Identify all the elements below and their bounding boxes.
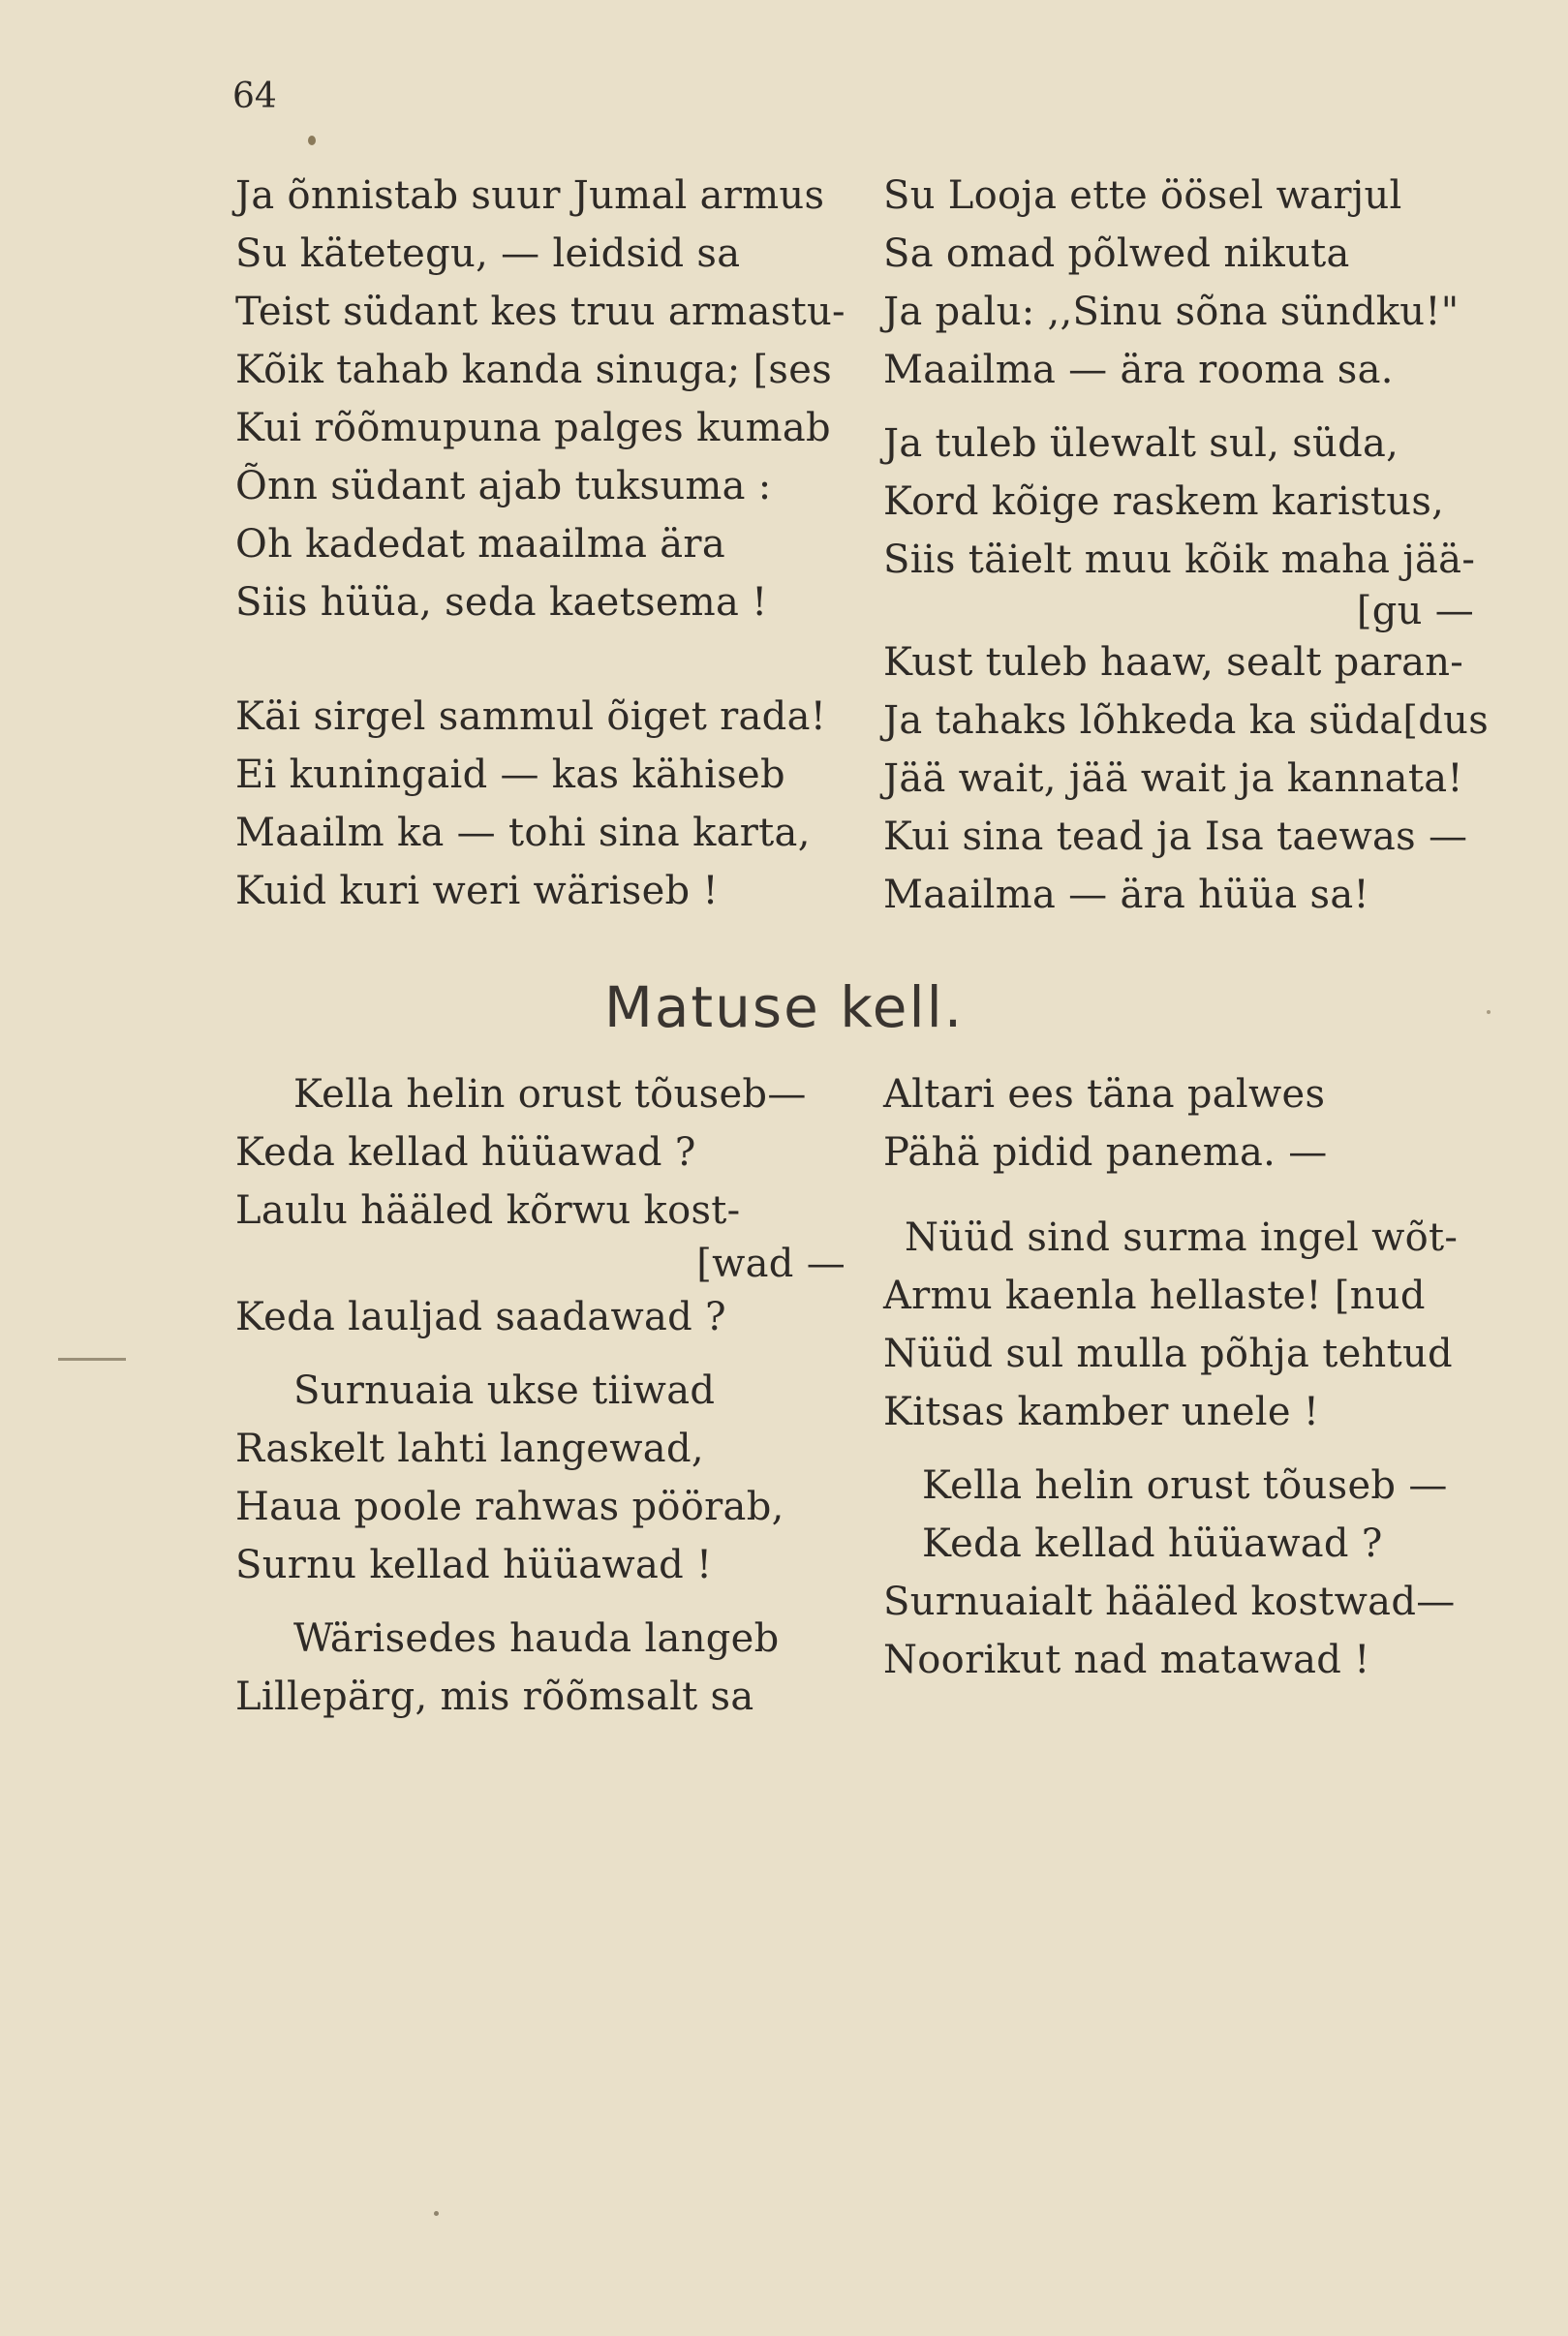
verse-line: Lillepärg, mis rõõmsalt sa	[235, 1675, 754, 1719]
verse-line: Raskelt lahti langewad,	[235, 1427, 704, 1471]
verse-line: Õnn südant ajab tuksuma :	[235, 464, 772, 508]
verse-line: Maailma — ära rooma sa.	[883, 348, 1394, 392]
stanza	[883, 1457, 1503, 1689]
verse-line: Altari ees täna palwes	[883, 1072, 1326, 1117]
verse-line: Laulu hääled kõrwu kost-	[235, 1188, 741, 1233]
verse-line: Wärisedes hauda langeb	[293, 1616, 780, 1661]
verse-line: Keda lauljad saadawad ?	[235, 1295, 726, 1339]
verse-line: Sa omad põlwed nikuta	[883, 231, 1350, 276]
ink-speck	[308, 136, 316, 145]
verse-line-overflow: [wad —	[696, 1242, 845, 1286]
poem2-right-column	[883, 1065, 1503, 1689]
stanza	[883, 633, 1503, 924]
verse-line: Maailm ka — tohi sina karta,	[235, 811, 811, 855]
verse-line: Oh kadedat maailma ära	[235, 522, 725, 567]
verse-line: Surnuaialt hääled kostwad—	[883, 1580, 1456, 1624]
verse-line: Kuid kuri weri wäriseb !	[235, 869, 719, 913]
verse-line: Siis täielt muu kõik maha jää-	[883, 538, 1476, 582]
verse-line: Kust tuleb haaw, sealt paran-	[883, 640, 1464, 685]
verse-line: Kui sina tead ja Isa taewas —	[883, 815, 1468, 859]
verse-line: Ei kuningaid — kas kähiseb	[235, 753, 785, 797]
verse-line: Surnuaia ukse tiiwad	[293, 1368, 716, 1413]
stanza	[883, 167, 1503, 399]
stanza	[883, 1209, 1503, 1441]
stanza	[235, 1065, 875, 1346]
stanza	[883, 1065, 1503, 1182]
verse-line: Noorikut nad matawad !	[883, 1638, 1370, 1682]
verse-line: Teist südant kes truu armastu-	[235, 290, 845, 334]
stanza	[883, 415, 1503, 633]
verse-line: Ja tuleb ülewalt sul, süda,	[883, 421, 1399, 466]
verse-line: Kella helin orust tõuseb—	[293, 1072, 807, 1117]
verse-line: Su kätetegu, — leidsid sa	[235, 231, 741, 276]
stanza	[235, 167, 875, 399]
verse-line: Kui rõõmupuna palges kumab	[235, 406, 831, 450]
verse-line: Jää wait, jää wait ja kannata!	[883, 756, 1463, 801]
verse-line: Kella helin orust tõuseb —	[922, 1463, 1448, 1508]
ink-speck	[434, 2211, 439, 2216]
poem-title: Matuse kell.	[603, 974, 965, 1040]
verse-line: Ja õnnistab suur Jumal armus	[235, 173, 825, 218]
verse-line: Keda kellad hüüawad ?	[235, 1130, 696, 1175]
verse-line: Armu kaenla hellaste! [nud	[883, 1274, 1426, 1318]
verse-line: Kord kõige raskem karistus,	[883, 479, 1445, 524]
verse-line: Ja palu: ,,Sinu sõna sündku!"	[883, 290, 1460, 334]
verse-line: Siis hüüa, seda kaetsema !	[235, 580, 768, 625]
verse-line: Nüüd sind surma ingel wõt-	[905, 1215, 1459, 1260]
verse-line: Keda kellad hüüawad ?	[922, 1521, 1383, 1566]
verse-line: Käi sirgel sammul õiget rada!	[235, 694, 827, 739]
ink-smudge	[58, 1358, 126, 1361]
ink-speck	[1487, 1010, 1491, 1014]
poem1-left-column	[235, 167, 875, 920]
verse-line: Kõik tahab kanda sinuga; [ses	[235, 348, 833, 392]
verse-line: Pähä pidid panema. —	[883, 1130, 1328, 1175]
stanza	[235, 399, 875, 631]
stanza	[235, 1362, 875, 1594]
verse-line: Ja tahaks lõhkeda ka süda[dus	[883, 698, 1490, 743]
page-number: 64	[232, 77, 277, 116]
poem2-left-column	[235, 1065, 875, 1726]
verse-line: Nüüd sul mulla põhja tehtud	[883, 1332, 1453, 1376]
verse-line: Maailma — ära hüüa sa!	[883, 873, 1369, 917]
verse-line: Su Looja ette öösel warjul	[883, 173, 1402, 218]
stanza	[235, 688, 875, 920]
stanza	[235, 1610, 875, 1726]
verse-line: Haua poole rahwas pöörab,	[235, 1485, 784, 1529]
poem1-right-column	[883, 167, 1503, 924]
verse-line: Surnu kellad hüüawad !	[235, 1543, 713, 1587]
verse-line: Kitsas kamber unele !	[883, 1390, 1320, 1434]
verse-line-overflow: [gu —	[1356, 589, 1474, 633]
